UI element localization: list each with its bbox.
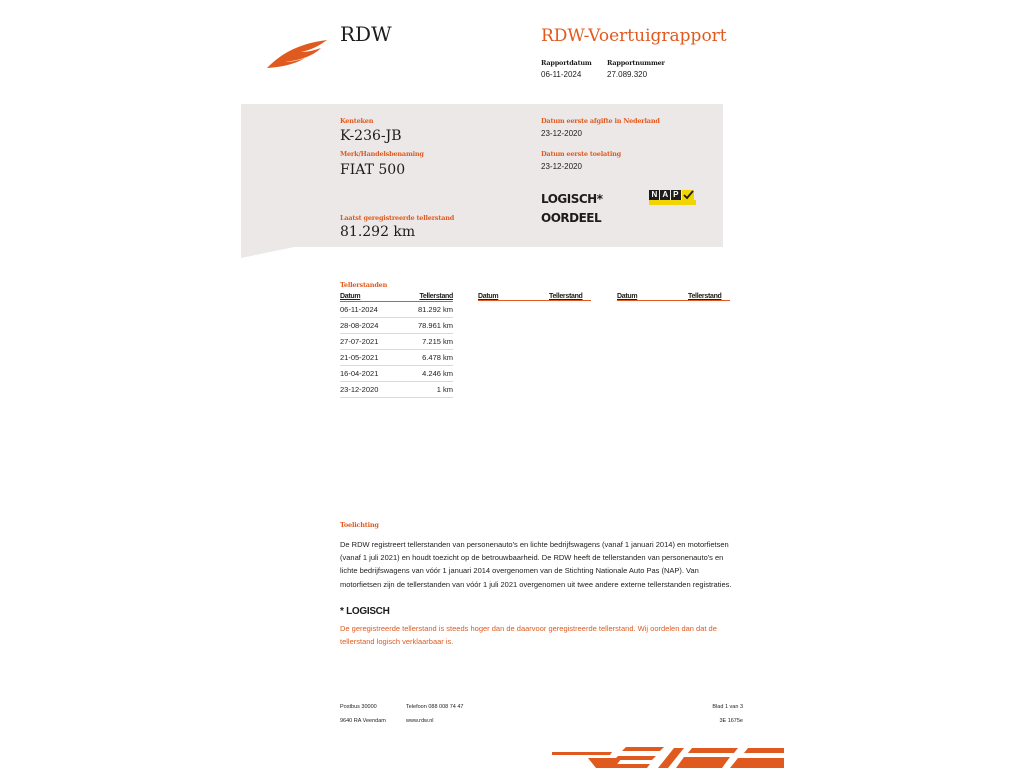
table-row bbox=[340, 318, 453, 334]
last-odometer-value: 81.292 km bbox=[340, 224, 416, 240]
table-row bbox=[340, 334, 453, 350]
report-number: 27.089.320 bbox=[607, 70, 648, 79]
plate-value: K-236-JB bbox=[340, 128, 402, 144]
verdict-line1: LOGISCH* bbox=[541, 192, 603, 206]
col-date-header-3: Datum bbox=[617, 293, 730, 301]
footer-web-link[interactable]: www.rdw.nl bbox=[406, 718, 434, 724]
odometer-reading: 4.246 km bbox=[399, 366, 453, 382]
nap-logo bbox=[649, 189, 697, 207]
logisch-title: * LOGISCH bbox=[340, 606, 390, 617]
odometer-date: 06-11-2024 bbox=[340, 302, 399, 318]
first-nl-label: Datum eerste afgifte in Nederland bbox=[541, 117, 660, 125]
footer-code: 3E 1675e bbox=[719, 718, 743, 724]
verdict-line2: OORDEEL bbox=[541, 211, 602, 225]
vehicle-panel bbox=[241, 104, 723, 247]
report-date-label: Rapportdatum bbox=[541, 59, 592, 67]
odometer-reading: 78.961 km bbox=[399, 318, 453, 334]
org-name: RDW bbox=[340, 22, 392, 46]
first-admission-value: 23-12-2020 bbox=[541, 162, 582, 171]
make-value: FIAT 500 bbox=[340, 162, 406, 178]
table-row bbox=[340, 382, 453, 398]
odometer-date: 28-08-2024 bbox=[340, 318, 399, 334]
odometer-reading: 81.292 km bbox=[399, 302, 453, 318]
footer-city: 9640 RA Veendam bbox=[340, 718, 386, 724]
vehicle-panel-tail bbox=[241, 246, 299, 258]
first-admission-label: Datum eerste toelating bbox=[541, 150, 621, 158]
odometer-date: 16-04-2021 bbox=[340, 366, 399, 382]
report-number-label: Rapportnummer bbox=[607, 59, 665, 67]
footer-page: Blad 1 van 3 bbox=[712, 704, 743, 710]
table-row bbox=[340, 302, 453, 318]
col-reading-header-3: Tellerstand bbox=[688, 293, 722, 300]
col-date-header-2: Datum bbox=[478, 293, 591, 301]
report-date: 06-11-2024 bbox=[541, 70, 582, 79]
odometer-reading: 1 km bbox=[399, 382, 453, 398]
odometer-date: 23-12-2020 bbox=[340, 382, 399, 398]
odometer-date: 21-05-2021 bbox=[340, 350, 399, 366]
plate-label: Kenteken bbox=[340, 117, 374, 125]
bottom-stripes-decoration bbox=[552, 744, 784, 768]
report-title: RDW-Voertuigrapport bbox=[541, 26, 727, 46]
col-reading-header-2: Tellerstand bbox=[549, 293, 583, 300]
explanation-body: De RDW registreert tellerstanden van personenauto's en lichte bedrijfswagens (vanaf 1 januari 2014) en motorfietsen (vanaf 1 juli 2021) en houdt toezicht op de betrouwbaarheid. De RDW heeft de tellerstanden van personenauto's en lichte bedrijfswagens van vóór 1 januari 2014 overgenomen van de Stichting Nationale Auto Pas (NAP). Van motorfietsen zijn de tellerstanden van vóór 1 juli 2021 overgenomen uit twee andere externe tellerstanden registraties. bbox=[340, 540, 732, 589]
first-nl-value: 23-12-2020 bbox=[541, 129, 582, 138]
table-row bbox=[340, 350, 453, 366]
make-label: Merk/Handelsbenaming bbox=[340, 150, 424, 158]
footer-phone: Telefoon 088 008 74 47 bbox=[406, 704, 464, 710]
odometer-reading: 7.215 km bbox=[399, 334, 453, 350]
table-row bbox=[340, 366, 453, 382]
col-reading-header: Tellerstand bbox=[399, 293, 453, 302]
odometer-date: 27-07-2021 bbox=[340, 334, 399, 350]
odometer-section-title: Tellerstanden bbox=[340, 281, 388, 289]
nap-logo-text: NAP bbox=[651, 190, 684, 199]
footer-postbus: Postbus 30000 bbox=[340, 704, 377, 710]
odometer-reading: 6.478 km bbox=[399, 350, 453, 366]
last-odometer-label: Laatst geregistreerde tellerstand bbox=[340, 214, 455, 222]
odometer-table bbox=[340, 293, 453, 398]
explanation-title: Toelichting bbox=[340, 521, 379, 529]
logisch-body: De geregistreerde tellerstand is steeds hoger dan de daarvoor geregistreerde tellerstand. Wij oordelen dan dat de tellerstand logisch verklaarbaar is. bbox=[340, 624, 717, 647]
col-date-header: Datum bbox=[340, 293, 399, 302]
rdw-logo-icon bbox=[265, 36, 329, 70]
